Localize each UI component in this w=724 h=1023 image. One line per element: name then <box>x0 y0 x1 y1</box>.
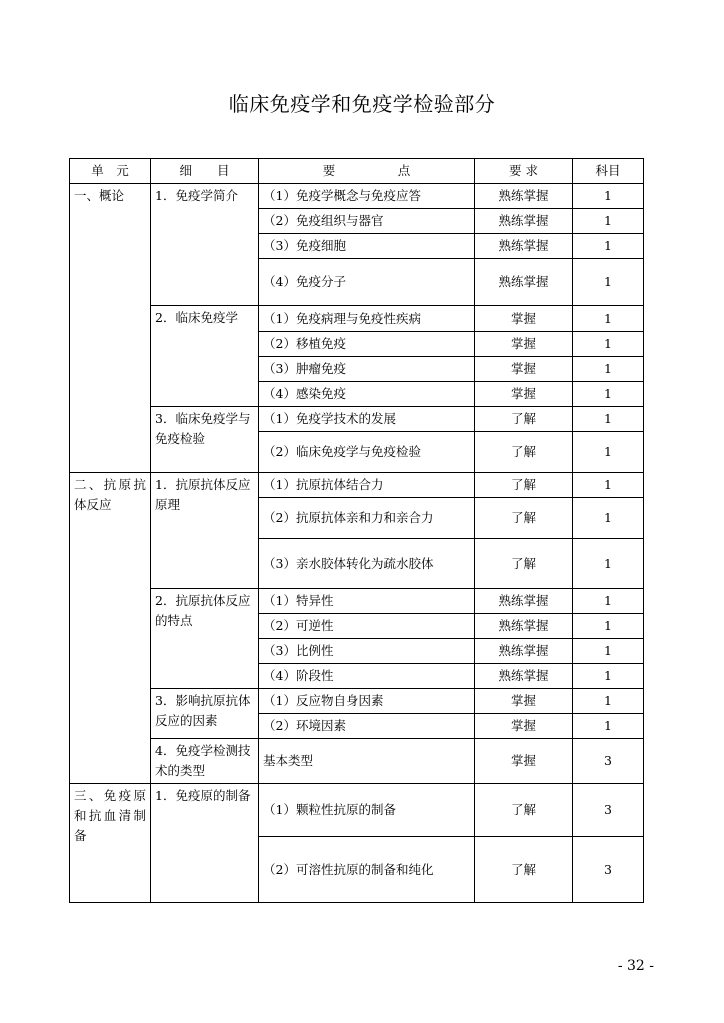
requirement-cell: 了解 <box>475 539 573 589</box>
requirement-cell: 了解 <box>475 784 573 837</box>
point-cell: （1）免疫学概念与免疫应答 <box>259 184 475 209</box>
subject-cell: 1 <box>573 473 644 498</box>
subitem-cell: 4．免疫学检测技术的类型 <box>151 739 259 784</box>
point-cell: 基本类型 <box>259 739 475 784</box>
header-unit: 单 元 <box>70 159 151 184</box>
requirement-cell: 掌握 <box>475 357 573 382</box>
table-row <box>70 589 644 614</box>
requirement-cell: 掌握 <box>475 382 573 407</box>
table-row <box>70 473 644 498</box>
requirement-cell: 熟练掌握 <box>475 614 573 639</box>
requirement-cell: 熟练掌握 <box>475 639 573 664</box>
unit-cell: 二、抗原抗体反应 <box>70 473 151 784</box>
table-header-row <box>70 159 644 184</box>
table-row <box>70 184 644 209</box>
requirement-cell: 了解 <box>475 432 573 473</box>
syllabus-table <box>69 158 644 903</box>
requirement-cell: 熟练掌握 <box>475 234 573 259</box>
subject-cell: 1 <box>573 639 644 664</box>
point-cell: （1）抗原抗体结合力 <box>259 473 475 498</box>
table-row <box>70 689 644 714</box>
subject-cell: 1 <box>573 259 644 306</box>
subitem-cell: 1．抗原抗体反应原理 <box>151 473 259 589</box>
table-row <box>70 306 644 332</box>
requirement-cell: 了解 <box>475 498 573 539</box>
subitem-cell: 2．抗原抗体反应的特点 <box>151 589 259 689</box>
subject-cell: 1 <box>573 357 644 382</box>
point-cell: （4）感染免疫 <box>259 382 475 407</box>
point-cell: （3）肿瘤免疫 <box>259 357 475 382</box>
requirement-cell: 了解 <box>475 407 573 432</box>
subject-cell: 1 <box>573 498 644 539</box>
table-row <box>70 407 644 432</box>
point-cell: （2）免疫组织与器官 <box>259 209 475 234</box>
point-cell: （1）反应物自身因素 <box>259 689 475 714</box>
subject-cell: 1 <box>573 589 644 614</box>
unit-cell: 三、免疫原和抗血清制备 <box>70 784 151 903</box>
page-title: 临床免疫学和免疫学检验部分 <box>228 92 496 116</box>
point-cell: （2）环境因素 <box>259 714 475 739</box>
subitem-cell: 1．免疫学简介 <box>151 184 259 306</box>
subject-cell: 1 <box>573 332 644 357</box>
point-cell: （3）比例性 <box>259 639 475 664</box>
subitem-cell: 3．临床免疫学与免疫检验 <box>151 407 259 473</box>
subject-cell: 1 <box>573 614 644 639</box>
subject-cell: 1 <box>573 234 644 259</box>
requirement-cell: 掌握 <box>475 332 573 357</box>
requirement-cell: 熟练掌握 <box>475 259 573 306</box>
header-subject: 科目 <box>573 159 644 184</box>
subitem-cell: 2．临床免疫学 <box>151 306 259 407</box>
requirement-cell: 了解 <box>475 473 573 498</box>
header-requirement: 要 求 <box>475 159 573 184</box>
point-cell: （3）亲水胶体转化为疏水胶体 <box>259 539 475 589</box>
point-cell: （4）免疫分子 <box>259 259 475 306</box>
point-cell: （3）免疫细胞 <box>259 234 475 259</box>
subject-cell: 1 <box>573 664 644 689</box>
point-cell: （2）可逆性 <box>259 614 475 639</box>
subitem-cell: 3．影响抗原抗体反应的因素 <box>151 689 259 739</box>
requirement-cell: 熟练掌握 <box>475 664 573 689</box>
page-number: - 32 - <box>617 958 654 974</box>
point-cell: （1）免疫学技术的发展 <box>259 407 475 432</box>
subject-cell: 1 <box>573 209 644 234</box>
point-cell: （1）特异性 <box>259 589 475 614</box>
requirement-cell: 掌握 <box>475 714 573 739</box>
subject-cell: 3 <box>573 784 644 837</box>
requirement-cell: 了解 <box>475 837 573 903</box>
subject-cell: 1 <box>573 689 644 714</box>
requirement-cell: 熟练掌握 <box>475 209 573 234</box>
requirement-cell: 掌握 <box>475 689 573 714</box>
table-row <box>70 784 644 837</box>
point-cell: （2）移植免疫 <box>259 332 475 357</box>
unit-cell: 一、概论 <box>70 184 151 473</box>
requirement-cell: 熟练掌握 <box>475 184 573 209</box>
table-row <box>70 739 644 784</box>
point-cell: （2）临床免疫学与免疫检验 <box>259 432 475 473</box>
subitem-cell: 1．免疫原的制备 <box>151 784 259 903</box>
requirement-cell: 掌握 <box>475 739 573 784</box>
subject-cell: 1 <box>573 184 644 209</box>
subject-cell: 3 <box>573 837 644 903</box>
subject-cell: 1 <box>573 407 644 432</box>
subject-cell: 1 <box>573 539 644 589</box>
subject-cell: 1 <box>573 306 644 332</box>
subject-cell: 1 <box>573 714 644 739</box>
point-cell: （1）颗粒性抗原的制备 <box>259 784 475 837</box>
header-subitem: 细 目 <box>151 159 259 184</box>
subject-cell: 1 <box>573 432 644 473</box>
point-cell: （2）抗原抗体亲和力和亲合力 <box>259 498 475 539</box>
point-cell: （1）免疫病理与免疫性疾病 <box>259 306 475 332</box>
header-points: 要 点 <box>259 159 475 184</box>
subject-cell: 3 <box>573 739 644 784</box>
requirement-cell: 熟练掌握 <box>475 589 573 614</box>
point-cell: （2）可溶性抗原的制备和纯化 <box>259 837 475 903</box>
subject-cell: 1 <box>573 382 644 407</box>
point-cell: （4）阶段性 <box>259 664 475 689</box>
requirement-cell: 掌握 <box>475 306 573 332</box>
